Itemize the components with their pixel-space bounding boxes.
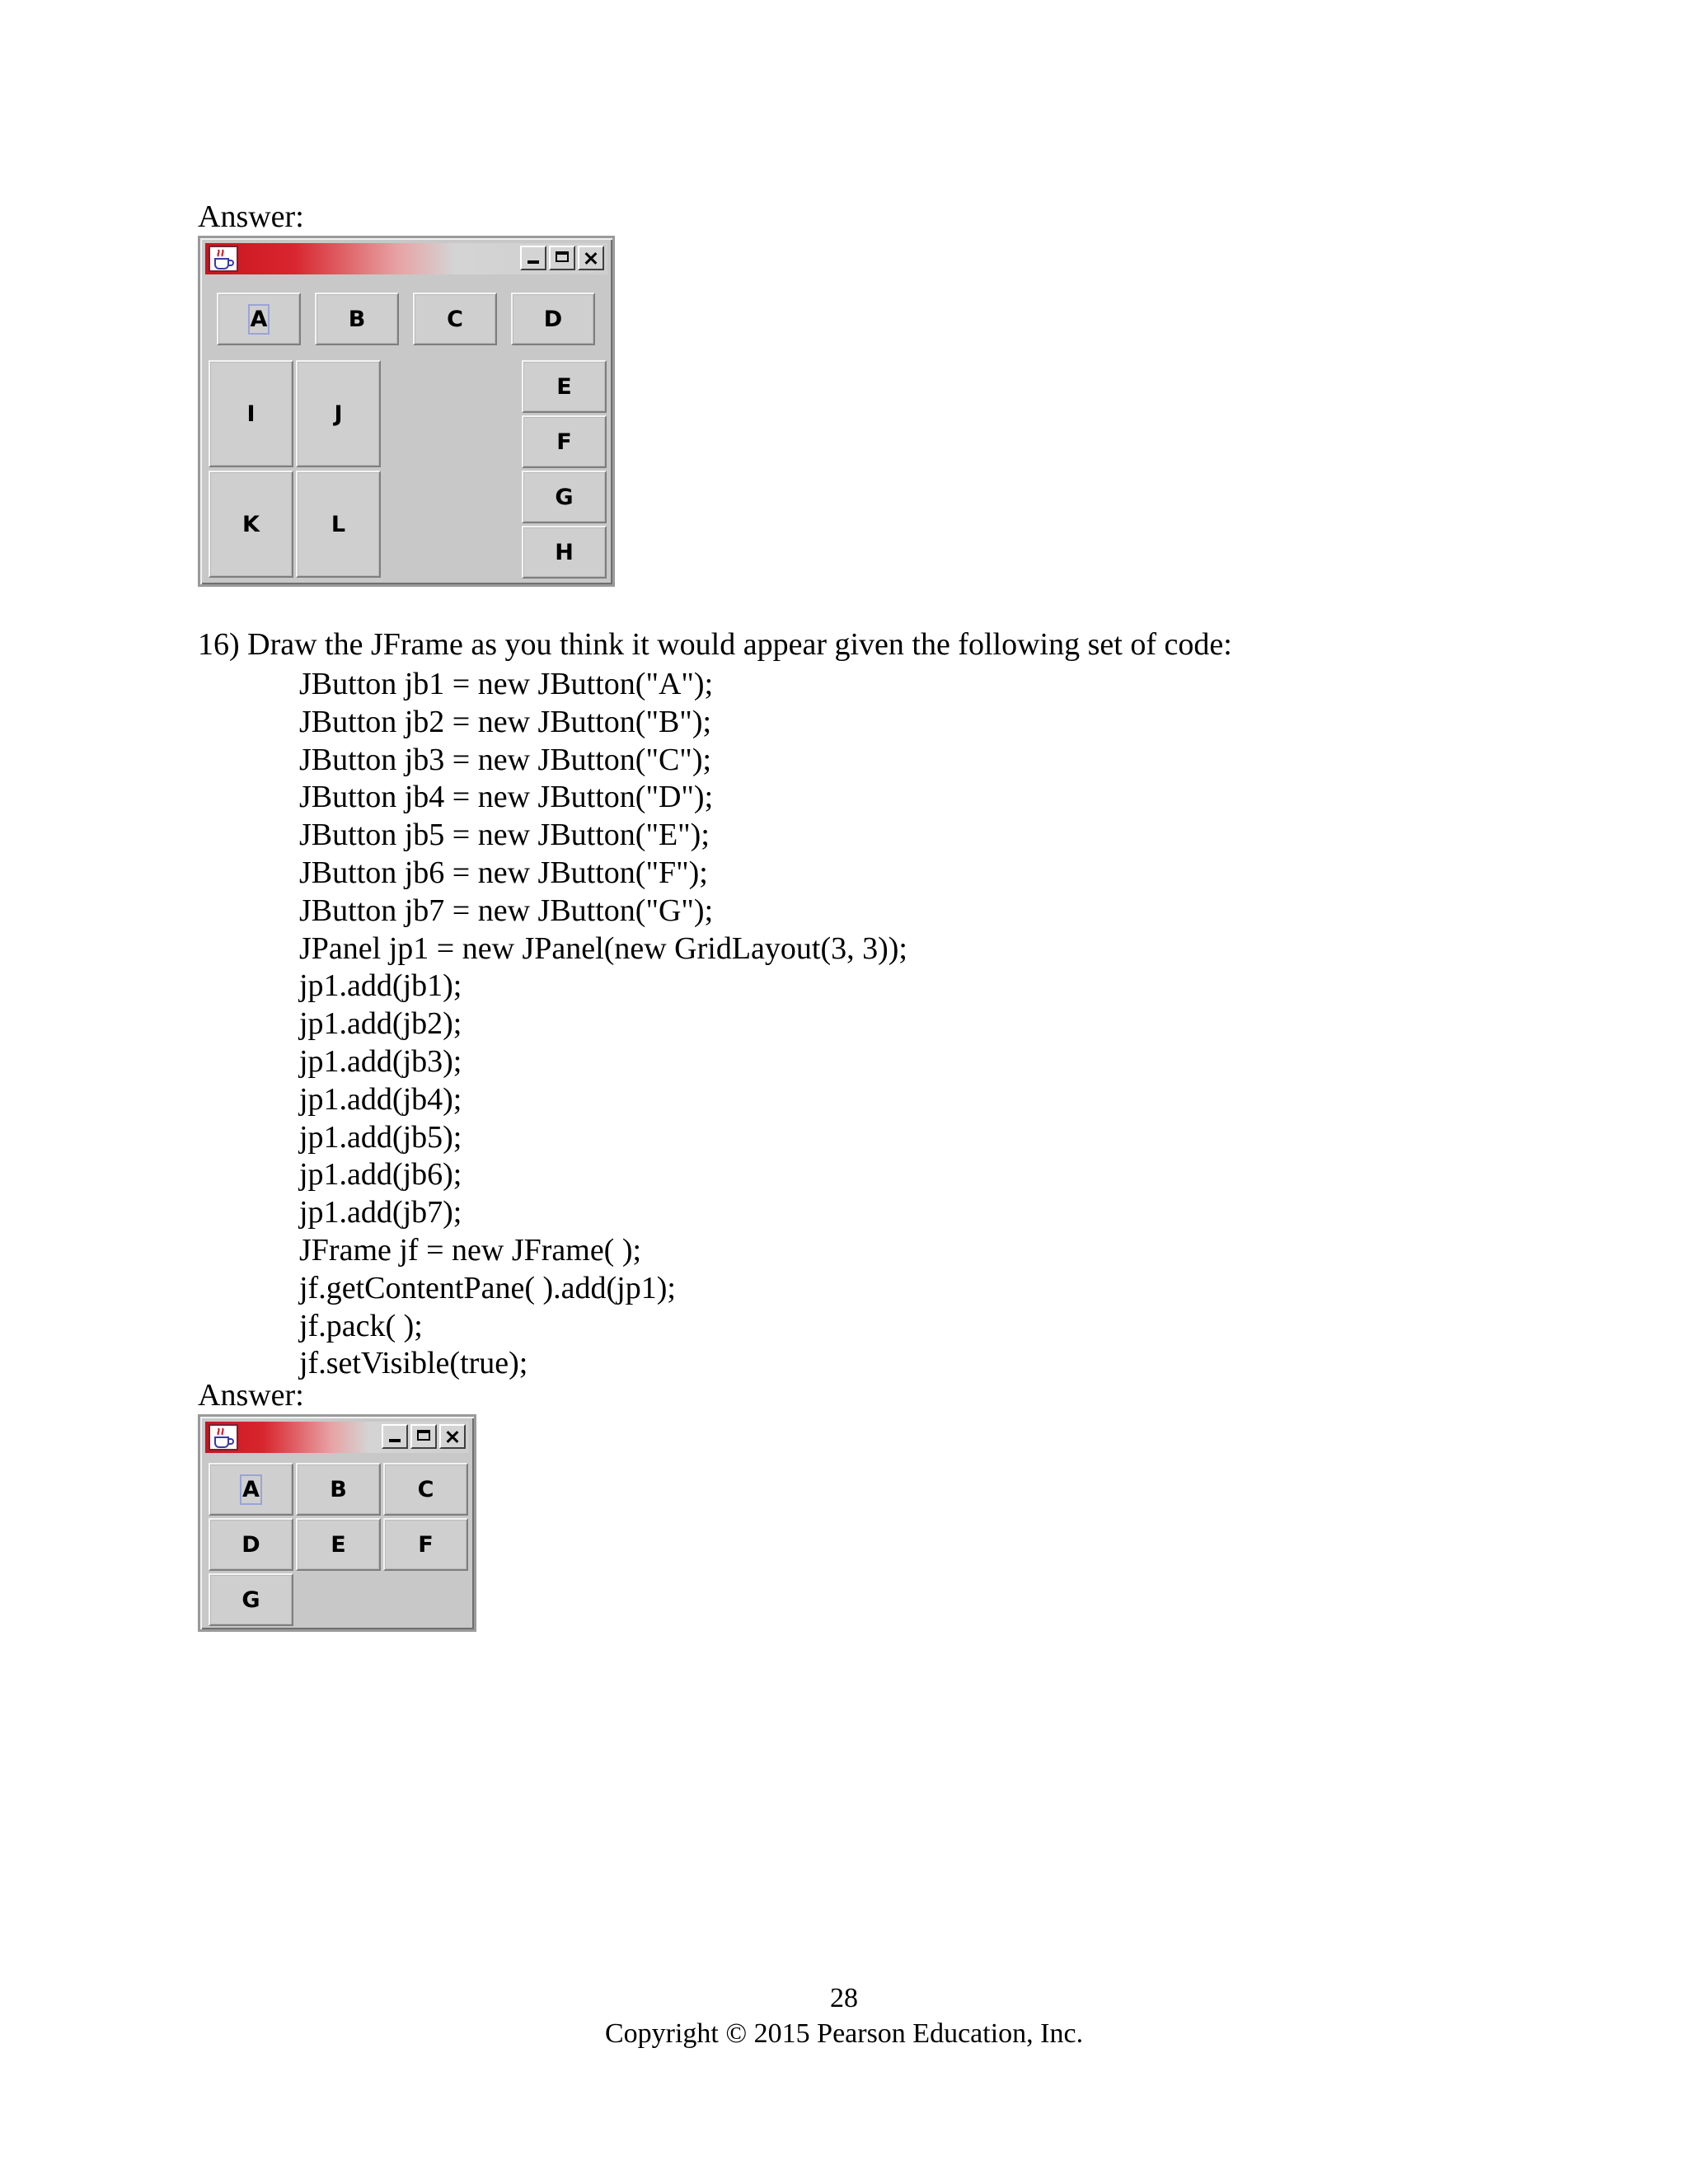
minimize-icon[interactable] (382, 1424, 408, 1449)
button-b[interactable]: B (296, 1463, 381, 1516)
minimize-icon[interactable] (520, 246, 546, 270)
code-line: JButton jb1 = new JButton("A"); (299, 667, 714, 701)
title-bar (205, 1422, 469, 1453)
button-c[interactable]: C (383, 1463, 468, 1516)
code-line: JButton jb5 = new JButton("E"); (299, 818, 710, 853)
button-i[interactable]: I (209, 360, 293, 467)
maximize-icon[interactable] (549, 246, 575, 270)
code-line: jf.setVisible(true); (299, 1346, 528, 1381)
button-a[interactable]: A (217, 293, 301, 345)
code-line: JButton jb6 = new JButton("F"); (299, 855, 708, 890)
button-g[interactable]: G (522, 471, 607, 523)
code-line: JButton jb3 = new JButton("C"); (299, 742, 712, 777)
code-line: jp1.add(jb6); (299, 1157, 462, 1193)
code-line: JFrame jf = new JFrame( ); (299, 1232, 642, 1268)
button-c[interactable]: C (413, 293, 497, 345)
button-h[interactable]: H (522, 526, 607, 579)
page-number: 28 (830, 1983, 858, 2013)
code-line: JPanel jp1 = new JPanel(new GridLayout(3, 3)); (299, 930, 907, 966)
code-line: JButton jb2 = new JButton("B"); (299, 704, 712, 739)
button-g[interactable]: G (209, 1573, 293, 1626)
code-block (299, 666, 907, 1383)
code-line: jp1.add(jb3); (299, 1043, 462, 1079)
maximize-icon[interactable] (410, 1424, 437, 1449)
java-coffee-cup-icon (209, 246, 238, 272)
code-line: jf.pack( ); (299, 1308, 423, 1343)
code-line: jp1.add(jb4); (299, 1081, 462, 1117)
button-j[interactable]: J (296, 360, 381, 467)
answer-label: Answer: (198, 199, 304, 234)
question-16: 16) Draw the JFrame as you think it would appear given the following set of code: (198, 627, 1232, 662)
button-d[interactable]: D (209, 1518, 293, 1571)
button-f[interactable]: F (383, 1518, 468, 1571)
button-d[interactable]: D (511, 293, 595, 345)
button-a[interactable]: A (209, 1463, 293, 1516)
code-line: jp1.add(jb2); (299, 1006, 462, 1042)
button-b[interactable]: B (315, 293, 399, 345)
button-l[interactable]: L (296, 471, 381, 578)
code-line: jp1.add(jb5); (299, 1119, 462, 1155)
button-f[interactable]: F (522, 415, 607, 468)
code-line: jf.getContentPane( ).add(jp1); (299, 1270, 676, 1305)
code-line: JButton jb7 = new JButton("G"); (299, 893, 714, 928)
copyright: Copyright © 2015 Pearson Education, Inc. (604, 2018, 1084, 2049)
button-e[interactable]: E (296, 1518, 381, 1571)
java-coffee-cup-icon (209, 1424, 238, 1451)
button-e[interactable]: E (522, 360, 607, 413)
code-line: jp1.add(jb1); (299, 968, 462, 1004)
close-icon[interactable] (439, 1424, 466, 1449)
title-bar (205, 243, 607, 274)
code-line: jp1.add(jb7); (299, 1195, 462, 1230)
code-line: JButton jb4 = new JButton("D"); (299, 780, 714, 815)
button-k[interactable]: K (209, 471, 293, 578)
close-icon[interactable] (578, 246, 604, 270)
jframe-window-border-layout (198, 236, 615, 587)
answer-label: Answer: (198, 1378, 304, 1413)
jframe-window-grid-layout (198, 1414, 476, 1632)
